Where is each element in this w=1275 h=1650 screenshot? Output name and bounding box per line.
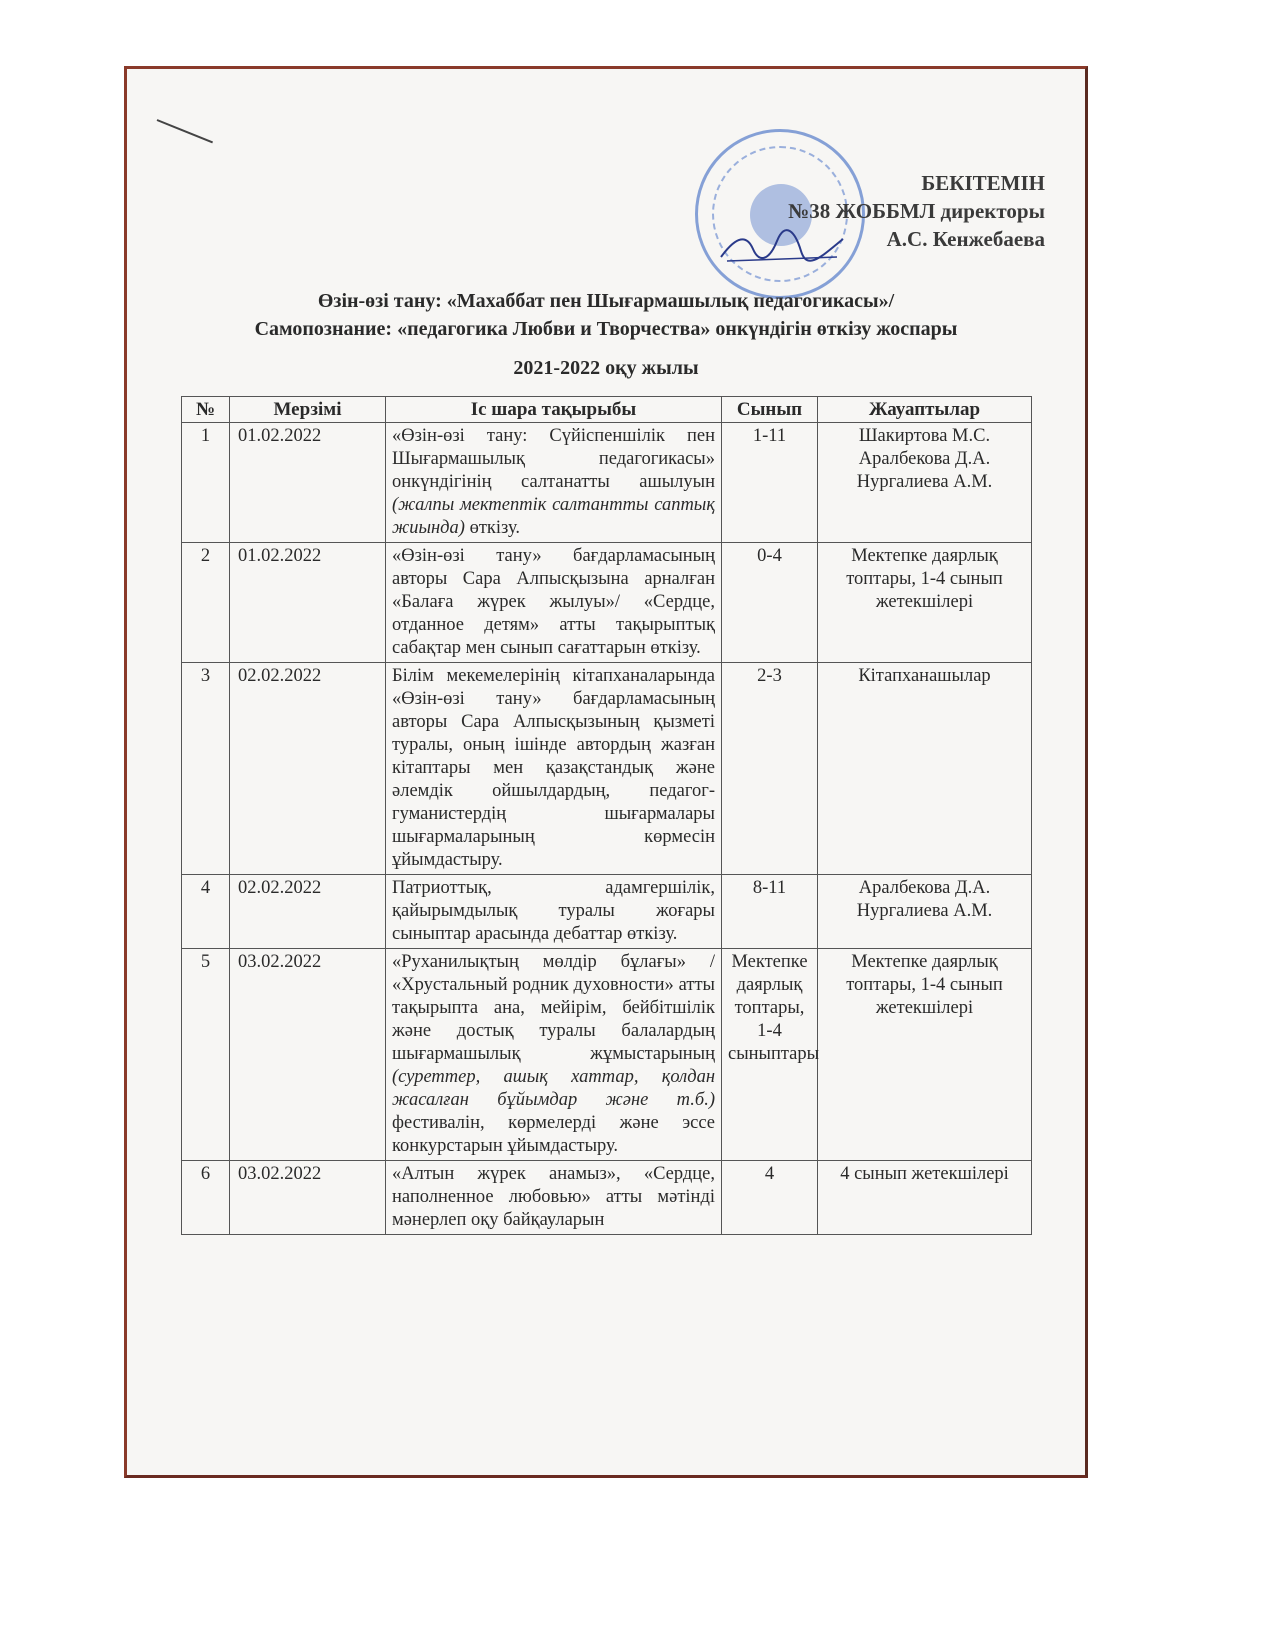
row-class: 4 (722, 1161, 818, 1235)
approval-block (788, 169, 1045, 253)
event-italic: (жалпы мектептік салтантты саптық жиында) (392, 495, 715, 538)
row-responsible (818, 543, 1032, 663)
row-date: 01.02.2022 (230, 423, 386, 543)
row-date: 02.02.2022 (230, 875, 386, 949)
header-date: Мерзімі (230, 397, 386, 423)
event-text: «Өзін-өзі тану: Сүйіспеншілік пен Шығармашылық педагогикасы» онкүндігінің салтанатты ашылуын (392, 426, 715, 492)
pen-mark (157, 119, 213, 143)
table-row (182, 423, 1032, 543)
table-row (182, 875, 1032, 949)
table-row (182, 949, 1032, 1161)
row-event: «Өзін-өзі тану» бағдарламасының авторы Сара Алпысқызына арналған «Балаға жүрек жылуы»/ «Сердце, отданное детям» атты тақырыптық сабақтар мен сынып сағаттарын өткізу. (386, 543, 722, 663)
row-num: 3 (182, 663, 230, 875)
document-title (127, 287, 1085, 343)
row-event: Білім мекемелерінің кітапханаларында «Өзін-өзі тану» бағдарламасының авторы Сара Алпысқызының қызметі туралы, оның ішінде автордың жазған кітаптары мен қазақстандық және әлемдік ойшылдардың, педагог-гуманистердің шығармалары шығармаларының көрмесін ұйымдастыру. (386, 663, 722, 875)
responsible-person: Аралбекова Д.А. (858, 878, 991, 898)
row-class: 2-3 (722, 663, 818, 875)
row-num: 4 (182, 875, 230, 949)
row-responsible (818, 1161, 1032, 1235)
row-num: 6 (182, 1161, 230, 1235)
row-class: Мектепке даярлық топтары, 1-4 сыныптары (722, 949, 818, 1161)
row-responsible (818, 949, 1032, 1161)
row-event: «Алтын жүрек анамыз», «Сердце, наполненное любовью» атты мәтінді мәнерлеп оқу байқауларын (386, 1161, 722, 1235)
responsible-person: Аралбекова Д.А. (858, 449, 991, 469)
row-date: 01.02.2022 (230, 543, 386, 663)
event-end: өткізу. (469, 518, 520, 538)
title-line-ru: Самопознание: «педагогика Любви и Творчества» онкүндігін өткізу жоспары (254, 318, 958, 340)
header-event: Іс шара тақырыбы (386, 397, 722, 423)
table-row (182, 1161, 1032, 1235)
document-page (124, 66, 1088, 1478)
row-event (386, 949, 722, 1161)
row-event: Патриоттық, адамгершілік, қайырымдылық туралы жоғары сыныптар арасында дебаттар өткізу. (386, 875, 722, 949)
plan-table (181, 396, 1032, 1235)
event-text: «Руханилықтың мөлдір бұлағы» / «Хрустальный родник духовности» атты тақырыпта ана, мейірім, бейбітшілік және достық туралы балалардың шығармашылық жұмыстарының (392, 952, 715, 1064)
header-num: № (182, 397, 230, 423)
row-num: 1 (182, 423, 230, 543)
responsible-person: 4 сынып жетекшілері (840, 1164, 1009, 1184)
responsible-person: Шакиртова М.С. (858, 426, 991, 446)
row-num: 2 (182, 543, 230, 663)
header-class: Сынып (722, 397, 818, 423)
responsible-person: Нургалиева А.М. (856, 901, 993, 921)
responsible-person: Мектепке даярлық топтары, 1-4 сынып жетекшілері (846, 952, 1003, 1018)
row-date: 03.02.2022 (230, 949, 386, 1161)
row-class: 8-11 (722, 875, 818, 949)
responsible-person: Мектепке даярлық топтары, 1-4 сынып жетекшілері (846, 546, 1003, 612)
event-end: фестивалін, көрмелерді және эссе конкурстарын ұйымдастыру. (392, 1113, 715, 1156)
row-num: 5 (182, 949, 230, 1161)
row-date: 02.02.2022 (230, 663, 386, 875)
table-row (182, 543, 1032, 663)
event-italic: (суреттер, ашық хаттар, қолдан жасалған бұйымдар және т.б.) (392, 1067, 715, 1110)
academic-year: 2021-2022 оқу жылы (513, 357, 699, 379)
header-responsible: Жауаптылар (818, 397, 1032, 423)
row-date: 03.02.2022 (230, 1161, 386, 1235)
table-row (182, 663, 1032, 875)
row-responsible (818, 663, 1032, 875)
approval-name: А.С. Кенжебаева (886, 227, 1045, 251)
row-event (386, 423, 722, 543)
title-line-kz: Өзін-өзі тану: «Махаббат пен Шығармашылық педагогикасы»/ (317, 290, 895, 312)
table-header-row (182, 397, 1032, 423)
row-responsible (818, 423, 1032, 543)
approval-heading: БЕКІТЕМІН (921, 171, 1045, 195)
row-responsible (818, 875, 1032, 949)
responsible-person: Кітапханашылар (858, 666, 991, 686)
row-class: 1-11 (722, 423, 818, 543)
approval-position: №38 ЖОББМЛ директоры (788, 199, 1045, 223)
responsible-person: Нургалиева А.М. (856, 472, 993, 492)
row-class: 0-4 (722, 543, 818, 663)
